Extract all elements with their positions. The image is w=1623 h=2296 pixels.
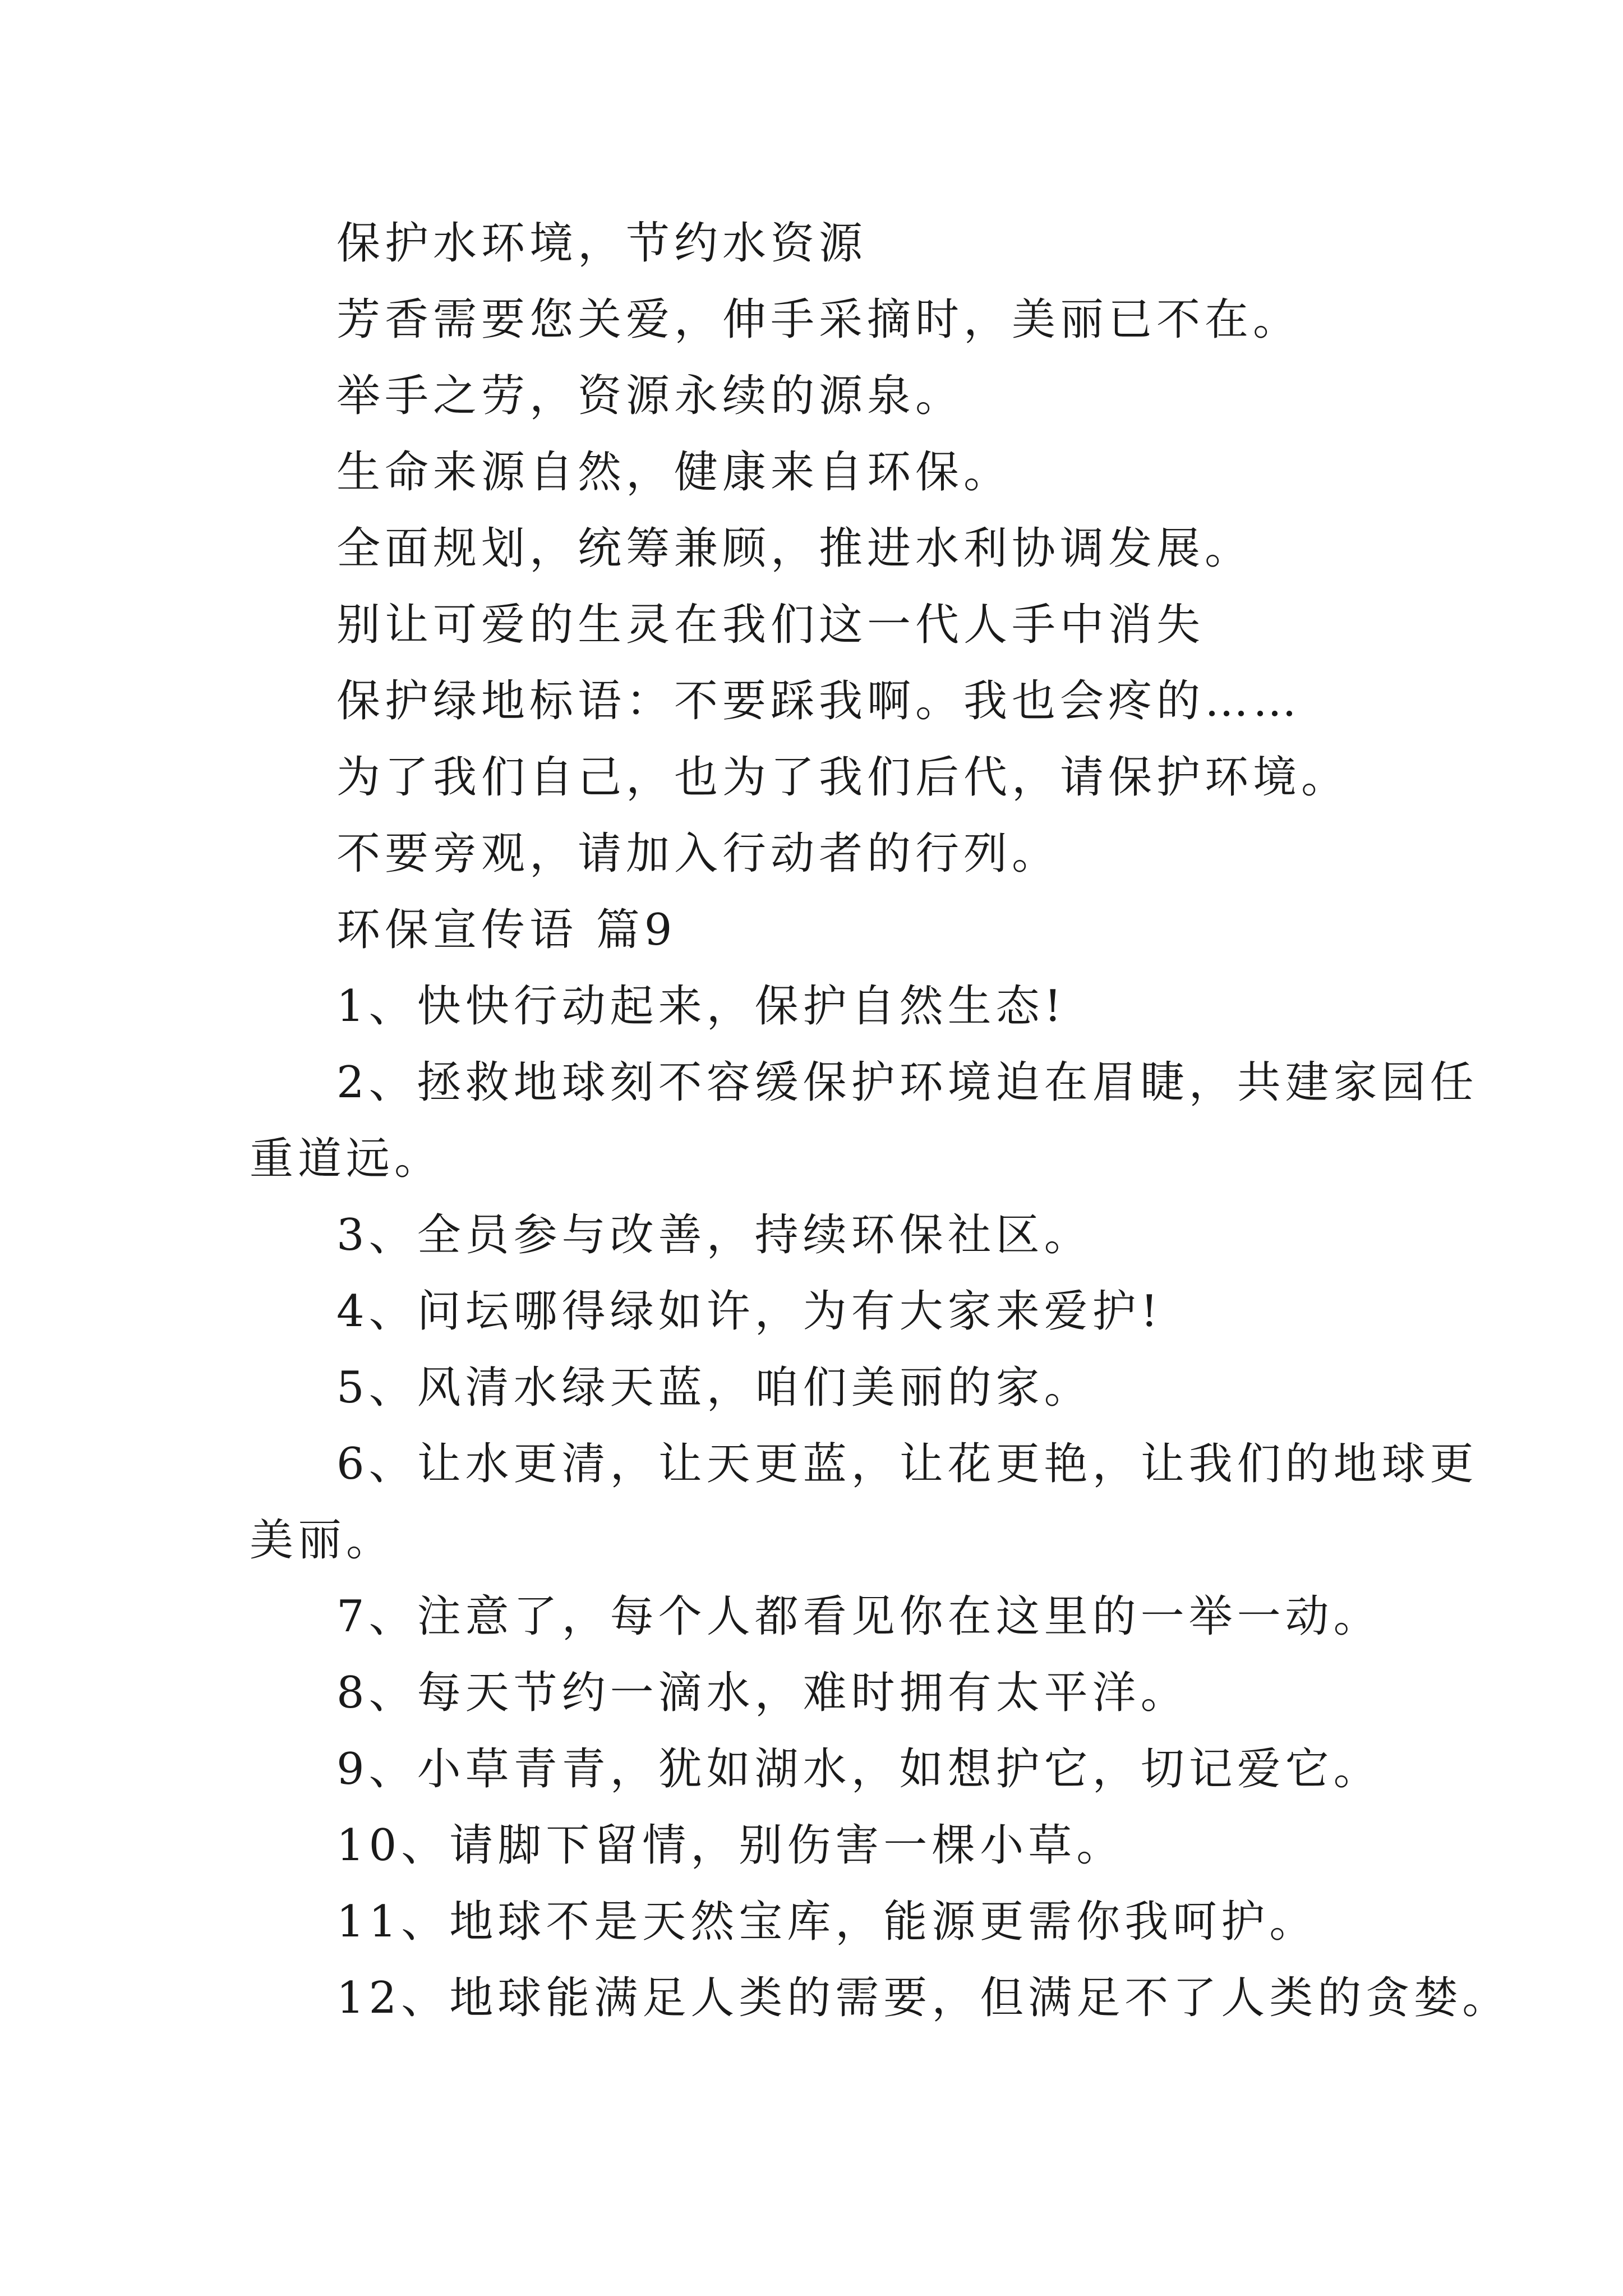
list-item: 4、问坛哪得绿如许，为有大家来爱护! xyxy=(336,1286,1163,1337)
text-line: 保护绿地标语：不要踩我啊。我也会疼的…… xyxy=(336,676,1302,726)
list-item: 9、小草青青，犹如湖水，如想护它，切记爱它。 xyxy=(336,1744,1382,1795)
text-line: 举手之劳，资源永续的源泉。 xyxy=(336,371,964,421)
list-item: 3、全员参与改善，持续环保社区。 xyxy=(336,1210,1092,1260)
text-line: 保护水环境，节约水资源 xyxy=(336,218,868,269)
text-line: 别让可爱的生灵在我们这一代人手中消失 xyxy=(336,600,1205,650)
list-item-continuation: 重道远。 xyxy=(250,1134,443,1184)
list-item: 2、拯救地球刻不容缓保护环境迫在眉睫，共建家园任 xyxy=(336,1057,1478,1108)
text-line: 生命来源自然，健康来自环保。 xyxy=(336,447,1012,498)
list-item: 5、风清水绿天蓝，咱们美丽的家。 xyxy=(336,1363,1092,1413)
list-item: 10、请脚下留情，别伤害一棵小草。 xyxy=(336,1820,1125,1871)
list-item: 8、每天节约一滴水，难时拥有太平洋。 xyxy=(336,1668,1189,1718)
list-item: 6、让水更清，让天更蓝，让花更艳，让我们的地球更 xyxy=(336,1439,1478,1489)
list-item: 12、地球能满足人类的需要，但满足不了人类的贪婪。 xyxy=(336,1973,1511,2023)
list-item: 7、注意了，每个人都看见你在这里的一举一动。 xyxy=(336,1591,1382,1642)
text-line: 不要旁观，请加入行动者的行列。 xyxy=(336,829,1061,879)
text-line: 芳香需要您关爱，伸手采摘时，美丽已不在。 xyxy=(336,295,1302,345)
list-item: 11、地球不是天然宝库，能源更需你我呵护。 xyxy=(336,1897,1318,1947)
text-line: 为了我们自己，也为了我们后代，请保护环境。 xyxy=(336,752,1350,803)
text-line: 全面规划，统筹兼顾，推进水利协调发展。 xyxy=(336,523,1253,574)
list-item-continuation: 美丽。 xyxy=(250,1515,395,1566)
list-item: 1、快快行动起来，保护自然生态! xyxy=(336,981,1066,1032)
section-heading: 环保宣传语 篇9 xyxy=(336,905,677,955)
